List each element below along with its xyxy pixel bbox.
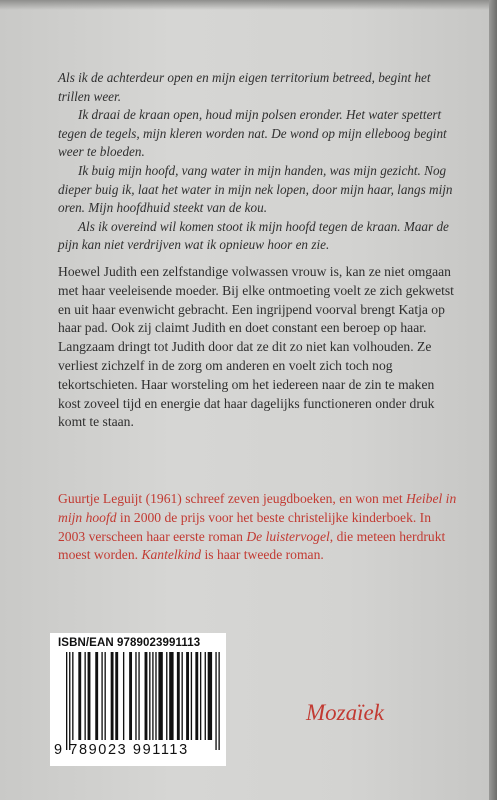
barcode-bar xyxy=(138,652,139,740)
bio-text: Guurtje Leguijt (1961) schreef zeven jeugdboeken, en won met xyxy=(58,491,407,506)
excerpt-text xyxy=(58,69,458,255)
book-title: Heibel in mijn hoofd xyxy=(58,491,457,525)
excerpt-paragraph: Als ik de achterdeur open en mijn eigen territorium betreed, begint het trillen weer. xyxy=(58,70,431,104)
barcode-bar xyxy=(72,652,73,740)
barcode-bar xyxy=(129,652,132,740)
barcode-bar xyxy=(152,652,153,740)
barcode-bar xyxy=(155,652,156,740)
barcode-bar xyxy=(84,652,85,740)
barcode-bar xyxy=(115,652,118,740)
barcode-bar xyxy=(205,652,206,740)
bio-text: in 2000 de prijs voor het beste christelijke kinderboek. In 2003 verscheen haar eerste roman xyxy=(58,509,431,544)
top-edge-shadow xyxy=(0,0,497,10)
spine-edge xyxy=(489,0,497,800)
book-description xyxy=(58,263,458,432)
book-title: De luistervogel xyxy=(246,528,330,544)
barcode-bar xyxy=(101,652,102,740)
barcode-bar xyxy=(218,652,219,750)
barcode-bar xyxy=(215,652,216,750)
barcode-icon xyxy=(66,652,220,750)
bio-text: is haar tweede roman. xyxy=(201,547,324,563)
barcode-bar xyxy=(158,652,162,740)
barcode-bar xyxy=(169,652,173,740)
barcode-bar xyxy=(88,652,91,740)
barcode-bar xyxy=(208,652,212,740)
barcode-bar xyxy=(200,652,201,740)
barcode-bar xyxy=(69,652,70,750)
barcode-bar xyxy=(135,652,136,740)
barcode-bar xyxy=(78,652,81,740)
barcode-bar xyxy=(111,652,114,740)
barcode-bar xyxy=(191,652,192,740)
book-title: Kantelkind xyxy=(141,547,202,563)
description-paragraph: Hoewel Judith een zelfstandige volwassen vrouw is, kan ze niet omgaan met haar veeleisende moeder. Bij elke ontmoeting voelt ze zich gekwetst en uit haar evenwicht gebracht. Een ingrijpend voorval brengt Katja op haar pad. Ook zij claimt Judith en doet constant een beroep op haar. Langzaam dringt tot Judith door dat ze dit zo niet kan volhouden. Ze verliest zichzelf in de zorg om anderen en voelt zich toch nog tekortschieten. Haar worsteling om het iedereen naar de zin te maken kost zoveel tijd en energie dat haar dagelijks functioneren onder druk komt te staan. xyxy=(58,264,454,430)
author-bio xyxy=(58,490,458,565)
barcode-bar xyxy=(182,652,183,740)
barcode-bar xyxy=(195,652,198,740)
barcode-bar xyxy=(95,652,98,740)
barcode-bar xyxy=(149,652,150,740)
excerpt-paragraph: Ik buig mijn hoofd, vang water in mijn handen, was mijn gezicht. Nog dieper buig ik, laat het water in mijn nek lopen, door mijn haar, langs mijn oren. Mijn hoofdhuid steekt van de kou. xyxy=(58,162,453,216)
publisher-logo: Mozaïek xyxy=(306,700,384,725)
barcode-bar xyxy=(145,652,148,740)
barcode-digits: 9 789023 991113 xyxy=(54,742,189,758)
barcode-bar xyxy=(177,652,180,740)
excerpt-paragraph: Als ik overeind wil komen stoot ik mijn hoofd tegen de kraan. Maar de pijn kan niet verdrijven wat ik opnieuw hoor en zie. xyxy=(58,218,449,253)
barcode-bar xyxy=(166,652,167,740)
barcode-bar xyxy=(186,652,189,740)
isbn-label: ISBN/EAN 9789023991113 xyxy=(58,637,201,649)
barcode-bar xyxy=(123,652,124,740)
author-bio-paragraph xyxy=(58,490,458,565)
bio-text: , die meteen herdrukt moest worden. xyxy=(58,528,446,563)
barcode-bar xyxy=(105,652,106,740)
excerpt-paragraph: Ik draai de kraan open, houd mijn polsen eronder. Het water spettert tegen de tegels, mijn kleren worden nat. De wond op mijn elleboog begint weer te bloeden. xyxy=(58,107,447,160)
barcode-bar xyxy=(66,652,67,750)
